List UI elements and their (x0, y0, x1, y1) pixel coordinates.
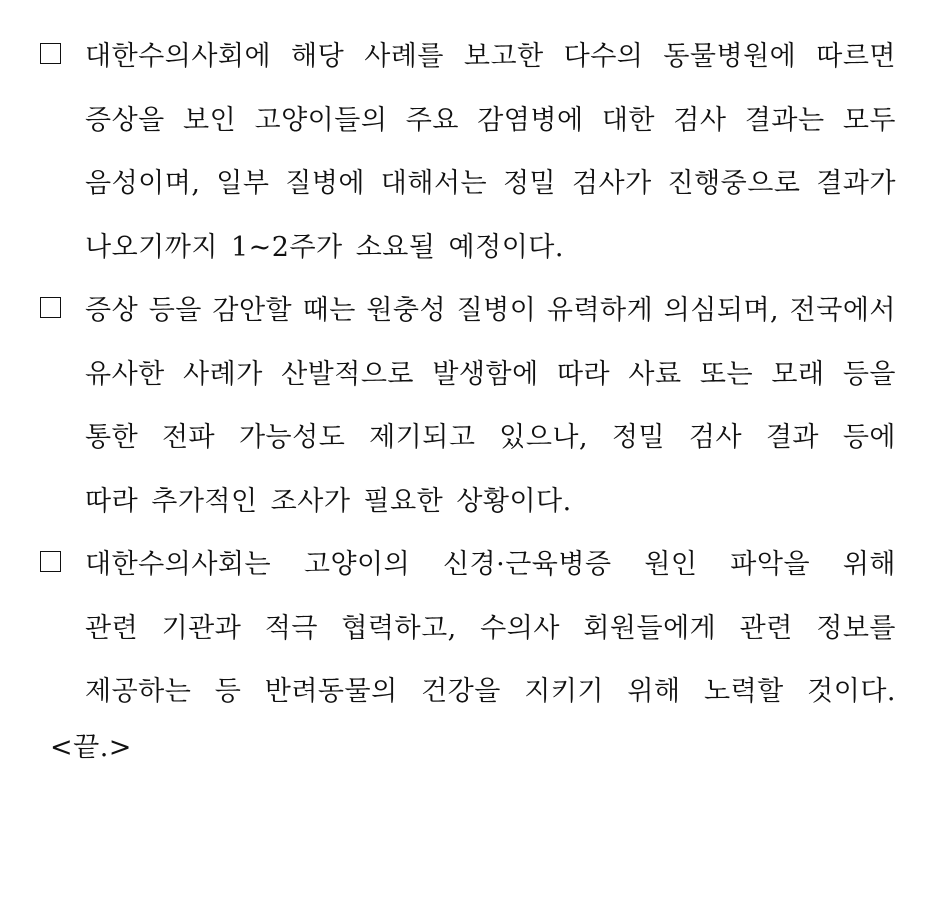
paragraph-text: 제공하는 등 반려동물의 건강을 지키기 위해 노력할 것이다. (85, 676, 896, 708)
paragraph-line (40, 530, 896, 594)
paragraph-3 (40, 530, 896, 721)
paragraph-line (40, 657, 896, 721)
paragraph-text: 관련 기관과 적극 협력하고, 수의사 회원들에게 관련 정보를 (85, 612, 896, 644)
paragraph-line (40, 86, 896, 150)
paragraph-text: 대한수의사회에 해당 사례를 보고한 다수의 동물병원에 따르면 (85, 41, 896, 73)
paragraph-line (40, 340, 896, 404)
paragraph-line (40, 594, 896, 658)
paragraph-text: 증상 등을 감안할 때는 원충성 질병이 유력하게 의심되며, 전국에서 (85, 295, 896, 327)
end-mark: <끝.> (50, 732, 132, 763)
checkbox-bullet-icon (40, 43, 61, 64)
paragraph-text: 대한수의사회는 고양이의 신경·근육병증 원인 파악을 위해 (85, 549, 896, 581)
paragraph-text: 증상을 보인 고양이들의 주요 감염병에 대한 검사 결과는 모두 (85, 104, 896, 136)
paragraph-line (40, 276, 896, 340)
paragraph-line (40, 149, 896, 213)
paragraph-2 (40, 276, 896, 530)
paragraph-text: 통한 전파 가능성도 제기되고 있으나, 정밀 검사 결과 등에 (85, 422, 896, 454)
paragraph-text: 음성이며, 일부 질병에 대해서는 정밀 검사가 진행중으로 결과가 (85, 168, 896, 200)
paragraph-text: 유사한 사례가 산발적으로 발생함에 따라 사료 또는 모래 등을 (85, 358, 896, 390)
paragraph-line (40, 467, 896, 531)
checkbox-bullet-icon (40, 551, 61, 572)
paragraph-text: 나오기까지 1~2주가 소요될 예정이다. (85, 231, 564, 263)
paragraph-1 (40, 22, 896, 276)
paragraph-line (40, 213, 896, 277)
paragraph-line (40, 22, 896, 86)
paragraph-line (40, 403, 896, 467)
checkbox-bullet-icon (40, 297, 61, 318)
paragraph-text: 따라 추가적인 조사가 필요한 상황이다. (85, 485, 572, 517)
